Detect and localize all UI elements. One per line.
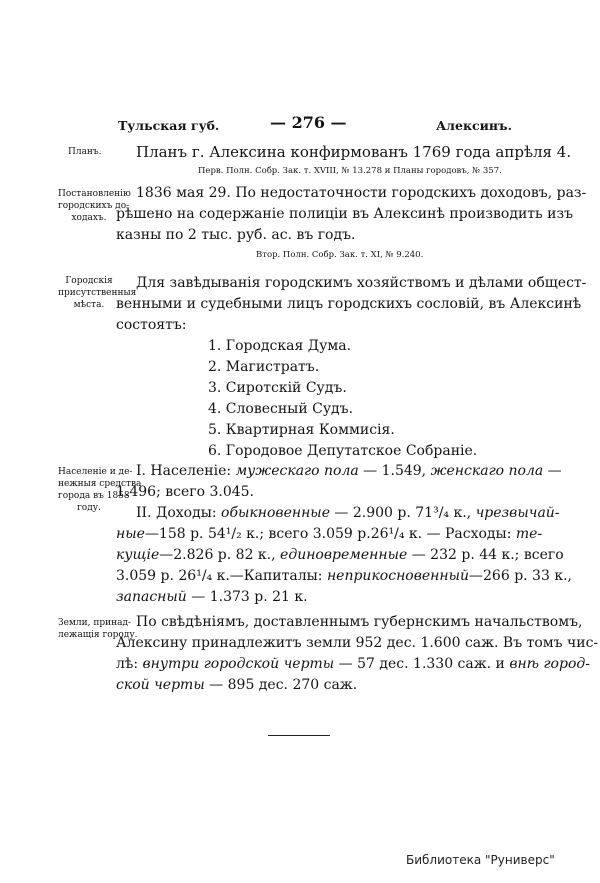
office-item: 2. Магистратъ.	[208, 359, 320, 375]
decree-reference: Втор. Полн. Собр. Зак. т. XI, № 9.240.	[256, 250, 424, 260]
finance-line-1: II. Доходы: обыкновенные — 2.900 р. 71³/₄ к., чрезвычай-	[136, 505, 560, 521]
library-watermark: Библиотека "Руниверс"	[406, 853, 555, 867]
lands-line-2: Алексину принадлежитъ земли 952 дес. 1.600 саж. Въ томъ чис-	[116, 635, 599, 651]
page-number: — 276 —	[270, 113, 347, 132]
margin-note-decree: Постановленію городскихъ до- ходахъ.	[58, 189, 131, 223]
plan-reference: Перв. Полн. Собр. Зак. т. XVIII, № 13.278 и Планы городовъ, № 357.	[198, 166, 502, 176]
margin-note-population: Населеніе и де- нежныя средства города въ 1858 году.	[58, 467, 142, 513]
decree-line-1: 1836 мая 29. По недостаточности городскихъ доходовъ, раз-	[136, 185, 587, 201]
closing-rule	[268, 735, 330, 736]
finance-line-4: 3.059 р. 26¹/₄ к.—Капиталы: неприкосновенный—266 р. 33 к.,	[116, 568, 572, 584]
lands-line-4: ской черты — 895 дес. 270 саж.	[116, 677, 358, 693]
header-province: Тульская губ.	[118, 118, 220, 133]
finance-line-3: кущіе—2.826 р. 82 к., единовременные — 232 р. 44 к.; всего	[116, 547, 564, 563]
margin-note-plan: Планъ.	[68, 147, 102, 157]
office-item: 1. Городская Дума.	[208, 338, 352, 354]
lands-line-1: По свѣдѣніямъ, доставленнымъ губернскимъ начальствомъ,	[136, 614, 583, 630]
office-item: 5. Квартирная Коммисія.	[208, 422, 395, 438]
decree-line-3: казны по 2 тыс. руб. ас. въ годъ.	[116, 227, 356, 243]
office-item: 6. Городовое Депутатское Собраніе.	[208, 443, 478, 459]
plan-text: Планъ г. Алексина конфирмованъ 1769 года апрѣля 4.	[136, 143, 572, 161]
lands-line-3: лѣ: внутри городской черты — 57 дес. 1.330 саж. и внѣ город-	[116, 656, 590, 672]
office-item: 4. Словесный Судъ.	[208, 401, 354, 417]
margin-note-offices: Городскія присутственныя мѣста.	[58, 276, 137, 310]
decree-line-2: рѣшено на содержаніе полиціи въ Алексинѣ производить изъ	[116, 206, 574, 222]
office-item: 3. Сиротскій Судъ.	[208, 380, 347, 396]
margin-note-lands: Земли, принад- лежащія городу.	[58, 618, 138, 640]
offices-line-3: состоятъ:	[116, 317, 187, 333]
population-line-1: I. Населеніе: мужескаго пола — 1.549, женскаго пола —	[136, 463, 562, 479]
finance-line-2: ные—158 р. 54¹/₂ к.; всего 3.059 р.26¹/₄ к. — Расходы: те-	[116, 526, 543, 542]
header-town: Алексинъ.	[436, 118, 512, 133]
offices-line-1: Для завѣдыванія городскимъ хозяйствомъ и дѣлами общест-	[136, 275, 587, 291]
finance-line-5: запасный — 1.373 р. 21 к.	[116, 589, 308, 605]
offices-line-2: венными и судебными лицъ городскихъ сословій, въ Алексинѣ	[116, 296, 582, 312]
population-line-2: 1.496; всего 3.045.	[116, 484, 254, 500]
